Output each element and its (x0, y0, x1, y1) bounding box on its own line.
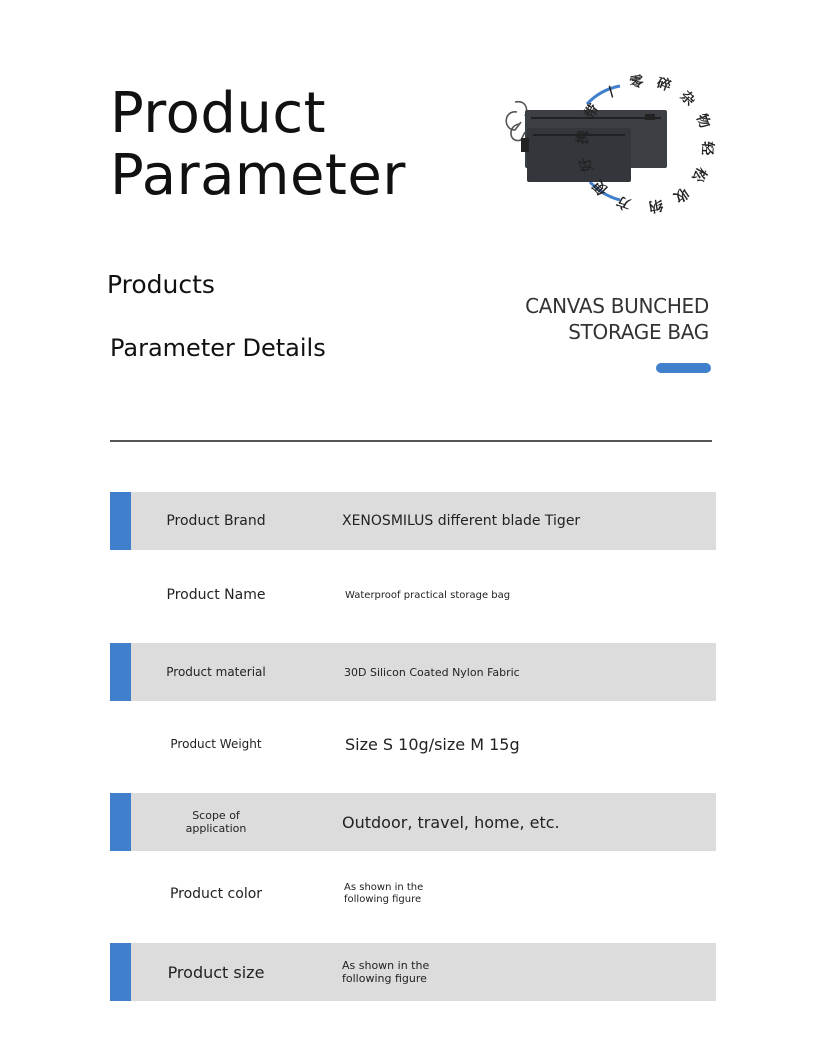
carabiner-icon (506, 102, 526, 141)
badge-char: / (604, 83, 618, 101)
param-row-name (110, 566, 716, 624)
badge-char: 轻 (698, 140, 716, 156)
param-label: Product material (166, 665, 266, 679)
param-value: Size S 10g/size M 15g (345, 734, 520, 754)
param-value: As shown in the following figure (344, 882, 424, 905)
param-label: Product Weight (170, 737, 262, 751)
products-heading: Products (107, 270, 215, 299)
row-marker (110, 492, 131, 550)
section-divider (110, 440, 712, 442)
badge-char: 好 (576, 155, 597, 174)
param-value: As shown in the following figure (342, 959, 430, 985)
row-marker (110, 643, 131, 701)
badge-char: 便 (590, 176, 612, 199)
param-value: 30D Silicon Coated Nylon Fabric (344, 665, 520, 679)
param-label: Scope of application (185, 809, 247, 835)
param-row-material (110, 643, 716, 701)
param-label: Product Brand (166, 513, 266, 529)
param-label: Product Name (166, 587, 266, 603)
page-title-line-2: Parameter (110, 143, 406, 208)
badge-char: 零 (628, 73, 645, 92)
badge-char: 物 (692, 111, 713, 131)
badge-char: 杂 (676, 88, 698, 110)
badge-char: 纳 (647, 196, 665, 215)
accent-bar (656, 363, 711, 373)
param-row-size (110, 943, 716, 1001)
badge-char: 松 (688, 164, 710, 185)
badge-char: 带 (581, 101, 603, 122)
param-label: Product size (167, 962, 265, 982)
param-row-weight (110, 715, 716, 773)
product-badge-graphic (495, 72, 725, 222)
param-label: Product color (169, 886, 263, 902)
badge-char: 碎 (654, 75, 673, 95)
product-title-line-1: CANVAS BUNCHED (525, 294, 709, 318)
param-value: Outdoor, travel, home, etc. (342, 812, 560, 832)
badge-char: 方 (614, 192, 634, 213)
badge-char: 收 (670, 183, 692, 206)
param-row-brand (110, 492, 716, 550)
parameter-details-heading: Parameter Details (110, 334, 326, 362)
badge-char: 携 (574, 129, 593, 146)
param-value: XENOSMILUS different blade Tiger (342, 513, 581, 529)
param-row-scope (110, 793, 716, 851)
page-title-line-1: Product (110, 81, 327, 146)
param-row-color (110, 865, 716, 923)
product-title-line-2: STORAGE BAG (568, 320, 709, 344)
param-value: Waterproof practical storage bag (345, 589, 511, 601)
row-marker (110, 943, 131, 1001)
row-marker (110, 793, 131, 851)
